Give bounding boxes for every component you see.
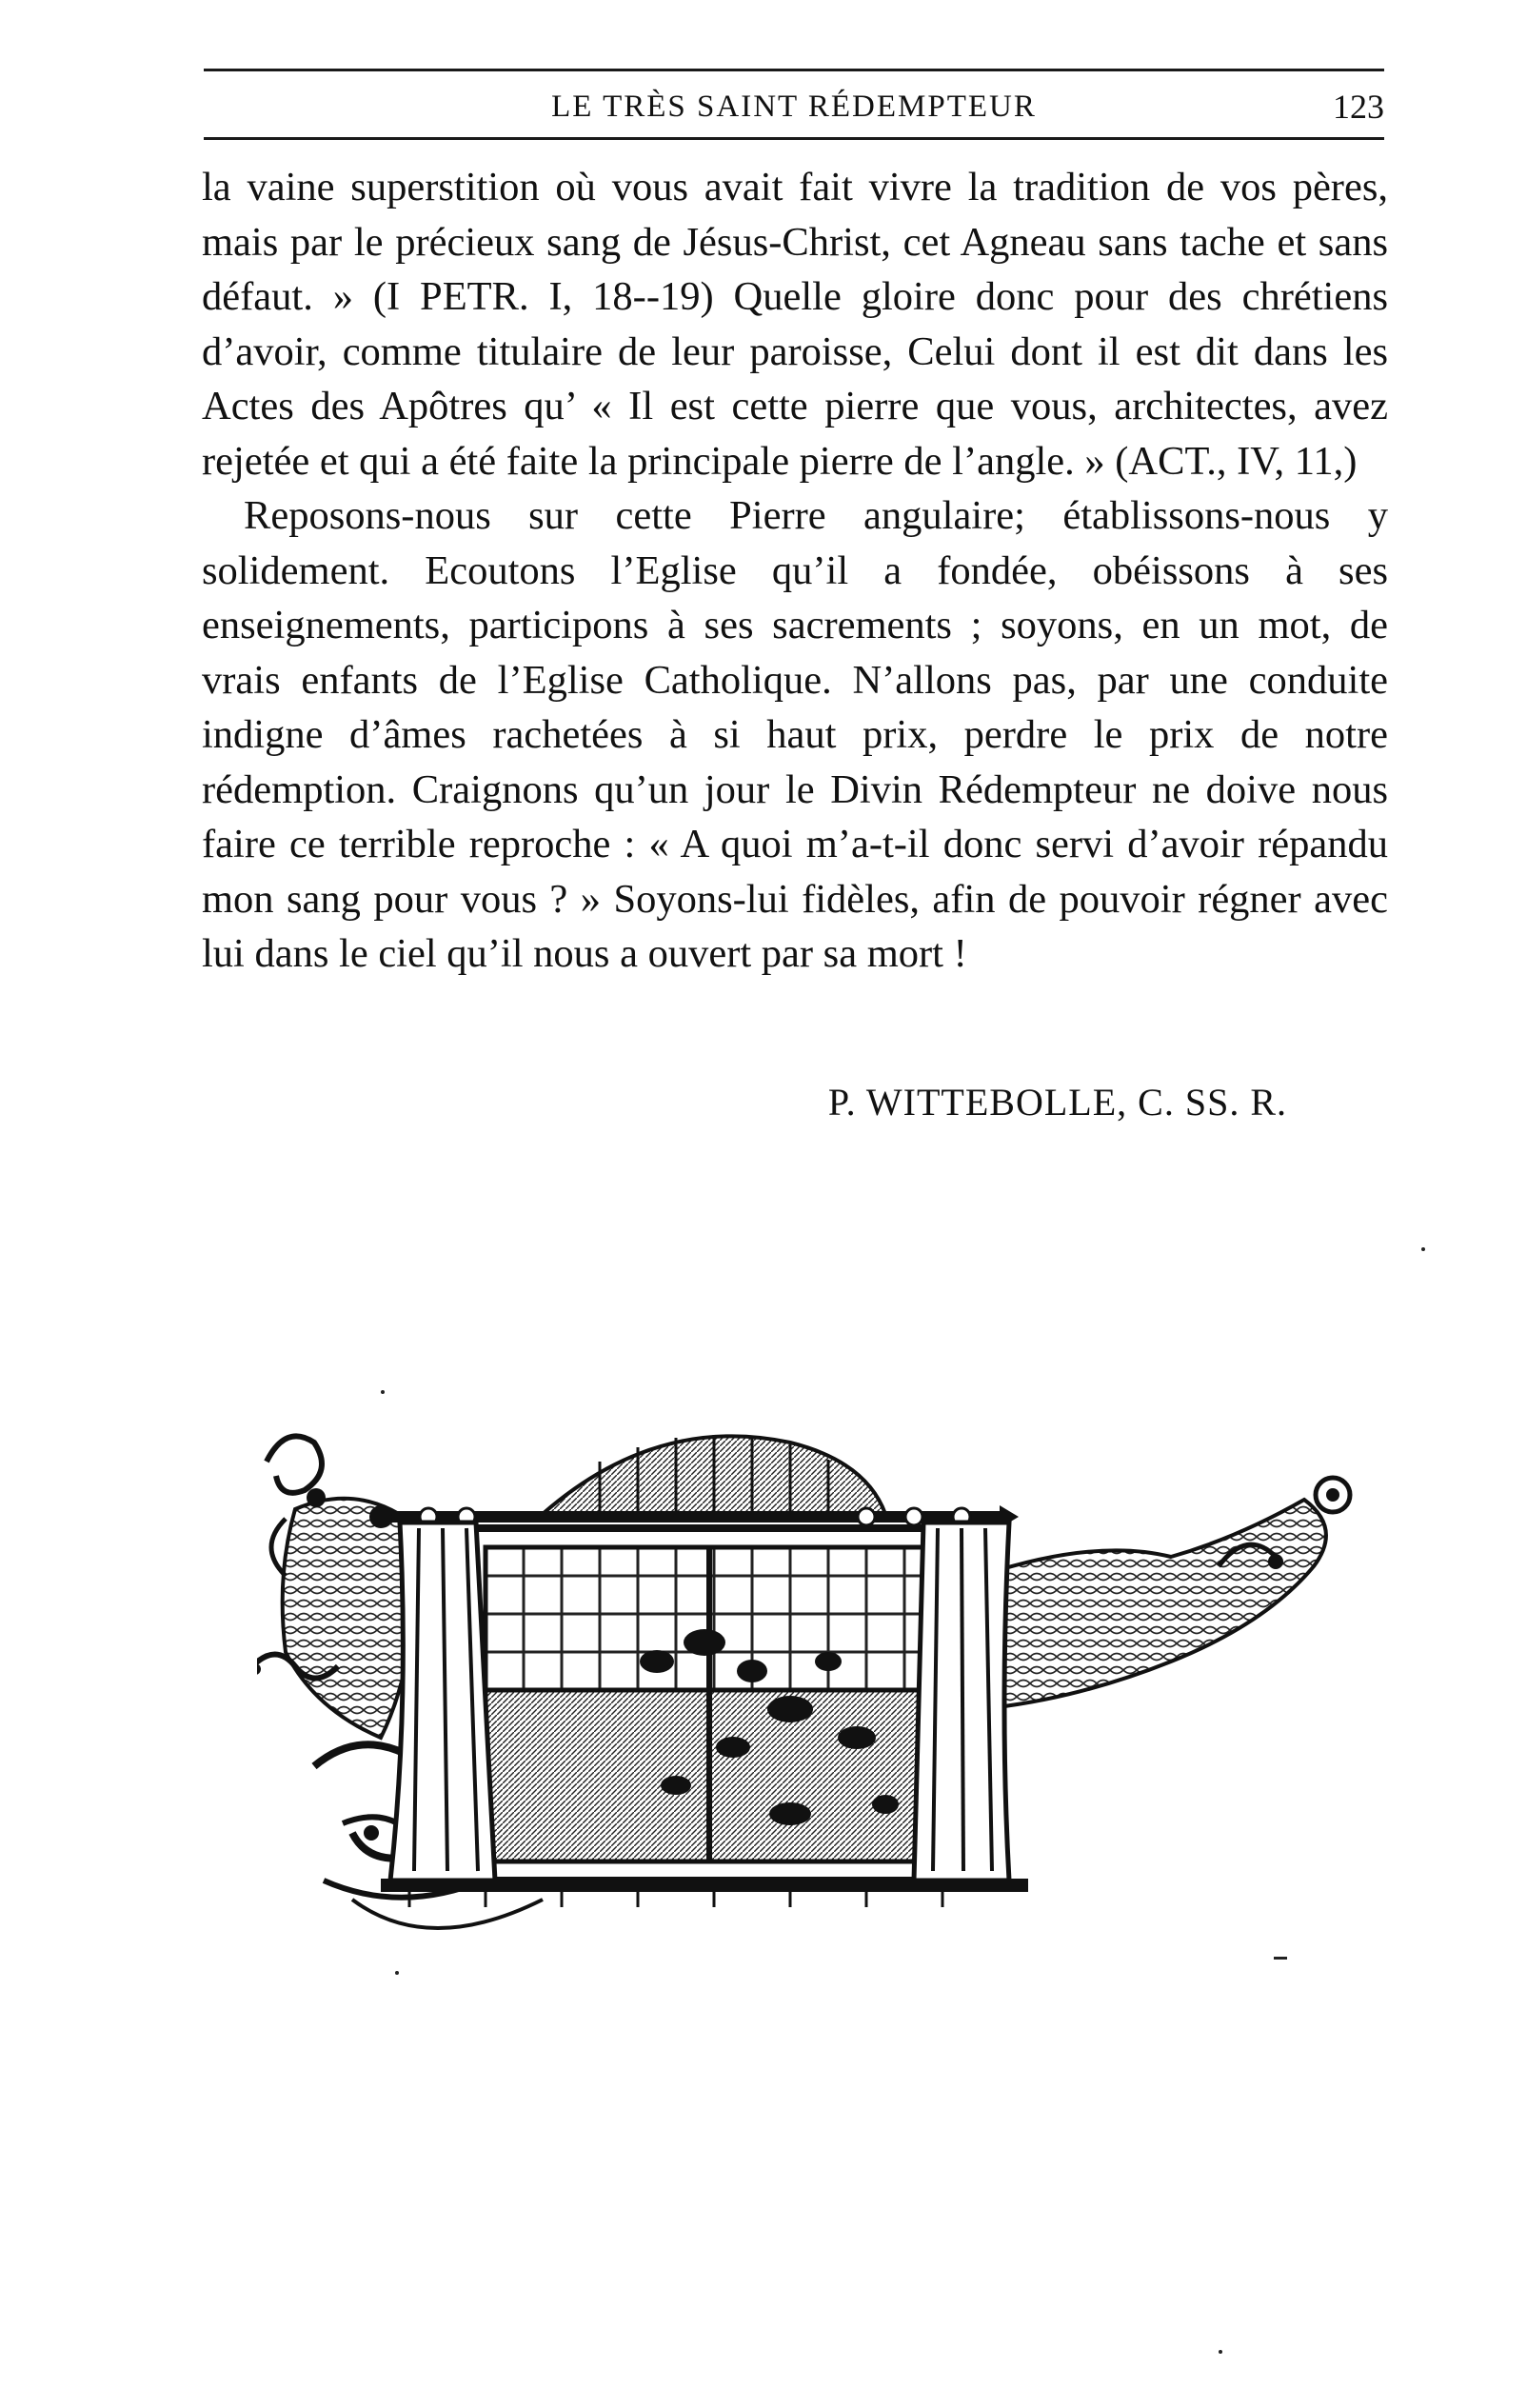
signature: P. WITTEBOLLE, C. SS. R. [827, 1081, 1287, 1124]
paragraph-1: la vaine superstition où vous avait fait vivre la tradition de vos pères, mais par le précieux sang de Jésus-Christ, cet Agneau sans tache et sans défaut. » (I PETR. I, 18--19) Quelle gloire donc pour des chrétiens d’avoir, comme titulaire de leur paroisse, Celui dont il est dit dans les Actes des Apôtres qu’ « Il est cette pierre que vous, architectes, avez rejetée et qui a été faite la principale pierre de l’angle. » (ACT., IV, 11,) [202, 165, 1388, 484]
running-head [204, 86, 1384, 128]
paragraph-2: Reposons-nous sur cette Pierre angulaire; établissons-nous y solidement. Ecoutons l’Eglise qu’il a fondée, obéissons à ses enseignements, participons à ses sacrements ; soyons, en un mot, de vrais enfants de l’Eglise Catholique. N’allons pas, par une conduite indigne d’âmes rachetées à si haut prix, perdre le prix de notre rédemption. Craignons qu’un jour le Divin Rédempteur ne doive nous faire ce terrible reproche : « A quoi m’a-t-il donc servi d’avoir répandu mon sang pour vous ? » Soyons-lui fidèles, afin de pouvoir régner avec lui dans le ciel qu’il nous a ouvert par sa mort ! [202, 493, 1388, 976]
head-rule [204, 137, 1384, 140]
top-rule [204, 69, 1384, 71]
body-text [202, 160, 1388, 982]
speck [381, 1390, 385, 1394]
speck [395, 1971, 399, 1975]
speck [1274, 1957, 1287, 1960]
speck [1421, 1247, 1425, 1251]
ornamental-window-vignette-icon [257, 1423, 1380, 1957]
running-title: LE TRÈS SAINT RÉDEMPTEUR [551, 90, 1037, 124]
speck [1219, 2350, 1222, 2354]
page-number: 123 [1333, 88, 1384, 126]
